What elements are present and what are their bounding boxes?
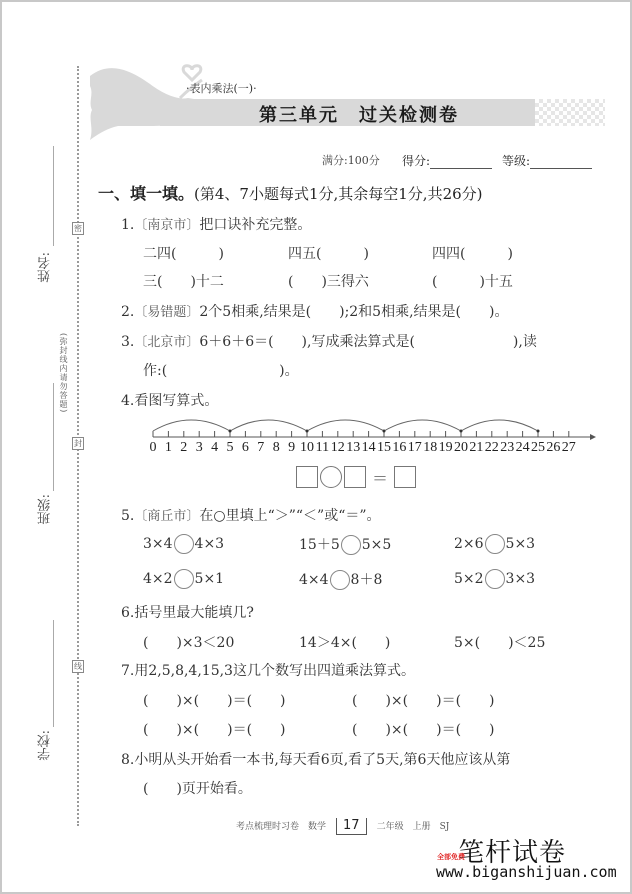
question-number: 1. bbox=[121, 217, 135, 233]
question-5 bbox=[121, 505, 381, 525]
compare-item-1 bbox=[143, 534, 224, 554]
answer-box-3[interactable] bbox=[394, 466, 416, 488]
q1-blank-2[interactable]: 四五( ) bbox=[288, 246, 369, 262]
question-number: 6. bbox=[121, 605, 135, 621]
question-tag: 〔商丘市〕 bbox=[134, 509, 200, 524]
compare-item-4 bbox=[143, 569, 224, 589]
question-text: 小明从头开始看一本书,每天看6页,看了5天,第6天他应该从第 bbox=[134, 752, 511, 768]
grade-field[interactable] bbox=[530, 157, 592, 169]
score-field[interactable] bbox=[430, 157, 492, 169]
q1-blank-1[interactable]: 二四( ) bbox=[143, 246, 224, 262]
q6-item-1[interactable]: ( )×3＜20 bbox=[143, 635, 235, 651]
compare-left: 15＋5 bbox=[299, 537, 340, 553]
answer-box-2[interactable] bbox=[344, 466, 366, 488]
question-tag: 〔易错题〕 bbox=[134, 305, 200, 320]
tick-label: 6 bbox=[241, 440, 249, 455]
tick-label: 26 bbox=[546, 440, 561, 455]
question-8-cont[interactable]: ( )页开始看。 bbox=[143, 781, 252, 797]
footer-grade: 二年级 上册 SJ bbox=[376, 822, 450, 832]
q6-item-3[interactable]: 5×( )＜25 bbox=[454, 635, 546, 651]
compare-left: 4×4 bbox=[299, 572, 329, 588]
seal-mark-xian: 线 bbox=[74, 662, 82, 671]
q7-item-3[interactable]: ( )×( )＝( ) bbox=[143, 722, 286, 738]
tick-label: 21 bbox=[469, 440, 484, 455]
unit-subtitle: ·表内乘法(一)· bbox=[186, 82, 257, 95]
seal-mark-mi: 密 bbox=[74, 224, 82, 233]
question-number: 7. bbox=[121, 663, 135, 679]
compare-right: 5×5 bbox=[361, 537, 392, 553]
question-tag: 〔南京市〕 bbox=[134, 218, 200, 233]
tick-label: 15 bbox=[377, 440, 391, 455]
question-text: 看图写算式。 bbox=[134, 393, 219, 409]
question-text[interactable]: 6＋6＋6＝( ),写成乘法算式是( ),读 bbox=[199, 334, 537, 350]
tick-label: 16 bbox=[392, 440, 407, 455]
class-label: 班级: bbox=[38, 494, 53, 525]
compare-circle[interactable] bbox=[485, 534, 505, 554]
question-number: 4. bbox=[121, 393, 135, 409]
tick-label: 9 bbox=[288, 440, 296, 455]
tick-label: 10 bbox=[300, 440, 314, 455]
tick-label: 2 bbox=[180, 440, 188, 455]
class-underline[interactable] bbox=[53, 383, 54, 491]
q1-blank-4[interactable]: 三( )十二 bbox=[143, 274, 224, 290]
question-1 bbox=[121, 214, 311, 234]
q1-blank-5[interactable]: ( )三得六 bbox=[288, 274, 369, 290]
question-text: 括号里最大能填几? bbox=[134, 605, 254, 621]
tick-label: 23 bbox=[500, 440, 515, 455]
tick-label: 1 bbox=[164, 440, 172, 455]
number-line-axis-icon bbox=[150, 415, 600, 441]
question-number: 3. bbox=[121, 334, 135, 350]
compare-circle[interactable] bbox=[485, 569, 505, 589]
equation-boxes bbox=[296, 465, 416, 489]
tick-label: 20 bbox=[454, 440, 468, 455]
q7-item-1[interactable]: ( )×( )＝( ) bbox=[143, 693, 286, 709]
tick-label: 24 bbox=[515, 440, 530, 455]
tick-label: 18 bbox=[423, 440, 438, 455]
tick-label: 7 bbox=[257, 440, 265, 455]
compare-left: 5×2 bbox=[454, 571, 484, 587]
compare-right: 4×3 bbox=[194, 536, 225, 552]
tick-label: 4 bbox=[211, 440, 219, 455]
name-underline[interactable] bbox=[53, 146, 54, 246]
page-title: 第三单元 过关检测卷 bbox=[259, 105, 459, 126]
name-label: 姓名: bbox=[38, 252, 53, 283]
watermark-url[interactable]: www.biganshijuan.com bbox=[436, 863, 617, 881]
tick-label: 14 bbox=[361, 440, 376, 455]
section-scoring: (第4、7小题每式1分,其余每空1分,共26分) bbox=[194, 185, 483, 203]
tick-label: 19 bbox=[438, 440, 453, 455]
score-label: 得分: bbox=[402, 154, 431, 168]
watermark-title: 笔杆试卷 bbox=[458, 838, 567, 868]
tick-label: 11 bbox=[315, 440, 330, 455]
q1-blank-3[interactable]: 四四( ) bbox=[432, 246, 513, 262]
compare-circle[interactable] bbox=[330, 570, 350, 590]
compare-left: 4×2 bbox=[143, 571, 173, 587]
compare-item-5 bbox=[299, 569, 382, 590]
compare-left: 3×4 bbox=[143, 536, 173, 552]
tick-label: 27 bbox=[561, 440, 576, 455]
compare-circle[interactable] bbox=[174, 534, 194, 554]
question-2 bbox=[121, 301, 508, 321]
compare-item-3 bbox=[454, 534, 535, 554]
operator-circle[interactable] bbox=[320, 466, 342, 488]
question-tag: 〔北京市〕 bbox=[134, 335, 200, 350]
tick-label: 8 bbox=[272, 440, 280, 455]
q1-blank-6[interactable]: ( )十五 bbox=[432, 274, 513, 290]
question-4 bbox=[121, 390, 218, 410]
compare-right: 5×3 bbox=[505, 536, 536, 552]
school-underline[interactable] bbox=[53, 620, 54, 727]
compare-circle[interactable] bbox=[341, 535, 361, 555]
tick-label: 12 bbox=[330, 440, 345, 455]
watermark-free-badge: 全部免费 bbox=[437, 853, 465, 861]
equals-sign: ＝ bbox=[372, 468, 389, 488]
question-text[interactable]: 2个5相乘,结果是( );2和5相乘,结果是( )。 bbox=[199, 304, 509, 320]
q6-item-2[interactable]: 14＞4×( ) bbox=[299, 635, 391, 651]
q7-item-2[interactable]: ( )×( )＝( ) bbox=[352, 693, 495, 709]
question-text: 把口诀补充完整。 bbox=[199, 217, 312, 233]
tick-label: 13 bbox=[346, 440, 361, 455]
full-score-label: 满分:100分 bbox=[322, 154, 380, 167]
grade-label: 等级: bbox=[502, 154, 531, 168]
banner-checker-pattern bbox=[535, 99, 605, 126]
school-label: 学校: bbox=[38, 730, 53, 761]
compare-circle[interactable] bbox=[174, 569, 194, 589]
tick-label: 22 bbox=[484, 440, 499, 455]
question-text: 在○里填上“＞”“＜”或“＝”。 bbox=[199, 508, 381, 524]
question-number: 5. bbox=[121, 508, 135, 524]
question-number: 2. bbox=[121, 304, 135, 320]
number-line bbox=[150, 415, 600, 460]
answer-box-1[interactable] bbox=[296, 466, 318, 488]
footer bbox=[236, 818, 449, 835]
question-3 bbox=[121, 331, 537, 351]
compare-left: 2×6 bbox=[454, 536, 484, 552]
section-title: 一、填一填。 bbox=[98, 184, 195, 203]
section-heading bbox=[98, 181, 483, 204]
footer-book: 考点梳理时习卷 数学 bbox=[236, 822, 327, 832]
seal-mark-feng: 封 bbox=[74, 439, 82, 448]
question-number: 8. bbox=[121, 752, 135, 768]
question-text: 用2,5,8,4,15,3这几个数写出四道乘法算式。 bbox=[134, 663, 415, 679]
compare-right: 3×3 bbox=[505, 571, 536, 587]
tick-label: 5 bbox=[226, 440, 234, 455]
tick-label: 17 bbox=[407, 440, 422, 455]
compare-right: 8＋8 bbox=[350, 572, 383, 588]
question-8 bbox=[121, 749, 510, 769]
tick-label: 3 bbox=[195, 440, 203, 455]
page-number: 17 bbox=[336, 818, 367, 835]
question-6 bbox=[121, 602, 254, 622]
compare-item-2 bbox=[299, 534, 391, 555]
tick-label: 0 bbox=[149, 440, 157, 455]
question-7 bbox=[121, 660, 415, 680]
tick-label: 25 bbox=[531, 440, 545, 455]
q7-item-4[interactable]: ( )×( )＝( ) bbox=[352, 722, 495, 738]
compare-right: 5×1 bbox=[194, 571, 225, 587]
compare-item-6 bbox=[454, 569, 535, 589]
question-3-cont[interactable]: 作:( )。 bbox=[143, 363, 299, 379]
seal-note: (弥封线内请勿答题) bbox=[59, 333, 68, 414]
